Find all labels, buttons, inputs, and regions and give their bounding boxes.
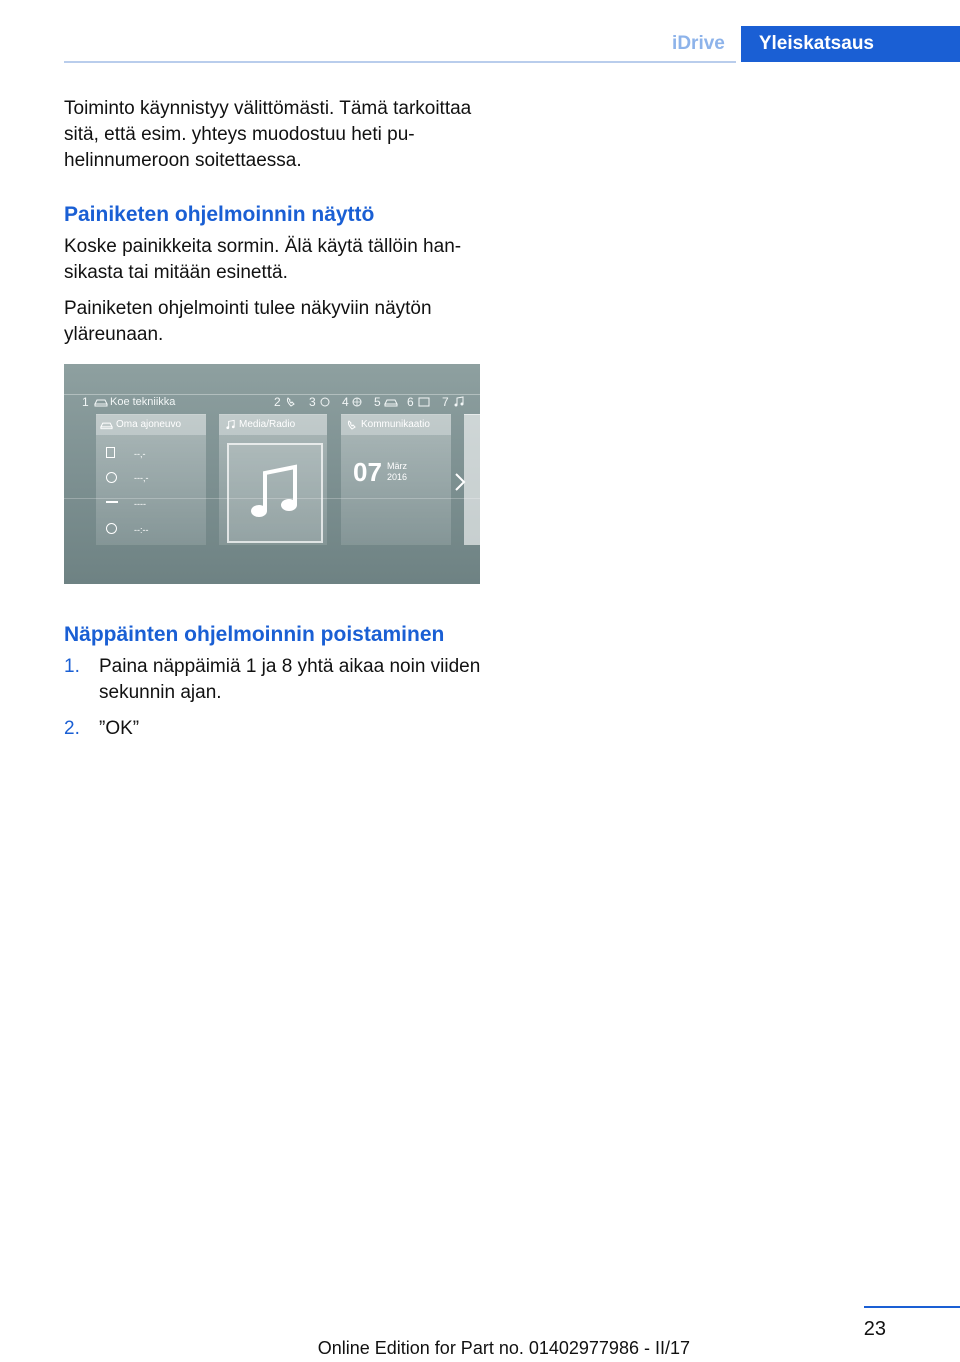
favorite-1-number: 1 <box>82 395 89 409</box>
intro-paragraph: Toiminto käynnistyy välittömästi. Tämä tarkoittaa sitä, että esim. yhteys muodostuu heti puhelinnumeroon soitettaessa. <box>64 98 472 171</box>
favorite-5-number: 5 <box>374 395 381 409</box>
tile-row-fuel: --,- <box>134 449 146 459</box>
paragraph-display-top: Painiketen ohjelmointi tulee näkyviin näytön yläreunaan. <box>64 298 432 345</box>
car-icon <box>94 397 108 407</box>
list-item <box>64 654 484 706</box>
favorite-1-label: Koe tekniikka <box>110 396 176 408</box>
section-heading-delete: Näppäinten ohjelmoinnin poistaminen <box>64 623 445 646</box>
date-year: 2016 <box>387 472 408 482</box>
globe-icon <box>352 397 362 407</box>
album-art-frame <box>227 443 323 543</box>
tile-partial <box>464 414 480 545</box>
navigation-icon <box>320 397 330 407</box>
favorite-4-number: 4 <box>342 395 349 409</box>
phone-tile-icon <box>347 420 357 430</box>
tile-row-time: --:-- <box>134 525 149 535</box>
steps-list <box>64 654 484 742</box>
section-heading-display: Painiketen ohjelmoinnin näyttö <box>64 203 375 226</box>
favorite-7-number: 7 <box>442 395 449 409</box>
list-item <box>64 716 484 742</box>
favorite-6-number: 6 <box>407 395 414 409</box>
range-icon <box>106 501 118 503</box>
music-note-large-icon <box>249 463 301 523</box>
date-month-year <box>387 461 407 483</box>
speed-icon <box>106 472 117 483</box>
music-note-tile-icon <box>225 419 236 431</box>
step-text: Paina näppäimiä 1 ja 8 yhtä aikaa noin viiden sekunnin ajan. <box>99 656 481 703</box>
step-number: 2. <box>64 718 80 739</box>
fuel-icon <box>106 447 115 458</box>
car-icon-tile <box>100 420 113 430</box>
edition-text: Online Edition for Part no. 01402977986 - II/17 <box>317 1338 690 1358</box>
screen-icon <box>418 397 430 407</box>
main-content <box>64 96 484 752</box>
tile-row-speed: ---,- <box>134 473 149 483</box>
figure-top-divider <box>64 394 480 395</box>
music-note-small-icon <box>453 396 465 408</box>
tile-vehicle <box>96 414 206 545</box>
paragraph-touch: Koske painikkeita sormin. Älä käytä tällöin hansikasta tai mitään esinettä. <box>64 236 462 283</box>
tile-vehicle-title: Oma ajoneuvo <box>96 415 206 435</box>
header-section-label: iDrive <box>656 26 741 62</box>
tile-communication <box>341 414 451 545</box>
tile-media <box>219 414 327 545</box>
phone-icon <box>286 397 296 407</box>
idrive-screen-figure <box>64 364 480 584</box>
tile-communication-title: Kommunikaatio <box>341 415 451 435</box>
tile-row-range: ---- <box>134 499 146 509</box>
step-text: ”OK” <box>99 718 140 739</box>
tile-media-title: Media/Radio <box>219 415 327 435</box>
step-number: 1. <box>64 656 80 677</box>
chevron-right-icon <box>454 472 466 492</box>
favorite-2-number: 2 <box>274 395 281 409</box>
footer-divider <box>864 1306 960 1308</box>
header-tabs <box>656 26 960 62</box>
date-day: 07 <box>353 457 382 487</box>
favorite-3-number: 3 <box>309 395 316 409</box>
date-month: März <box>387 461 407 471</box>
car-icon-2 <box>384 397 398 407</box>
page-number: 23 <box>863 1318 886 1340</box>
header-divider <box>64 61 736 63</box>
clock-icon <box>106 523 117 534</box>
header-chapter-label: Yleiskatsaus <box>741 26 960 62</box>
